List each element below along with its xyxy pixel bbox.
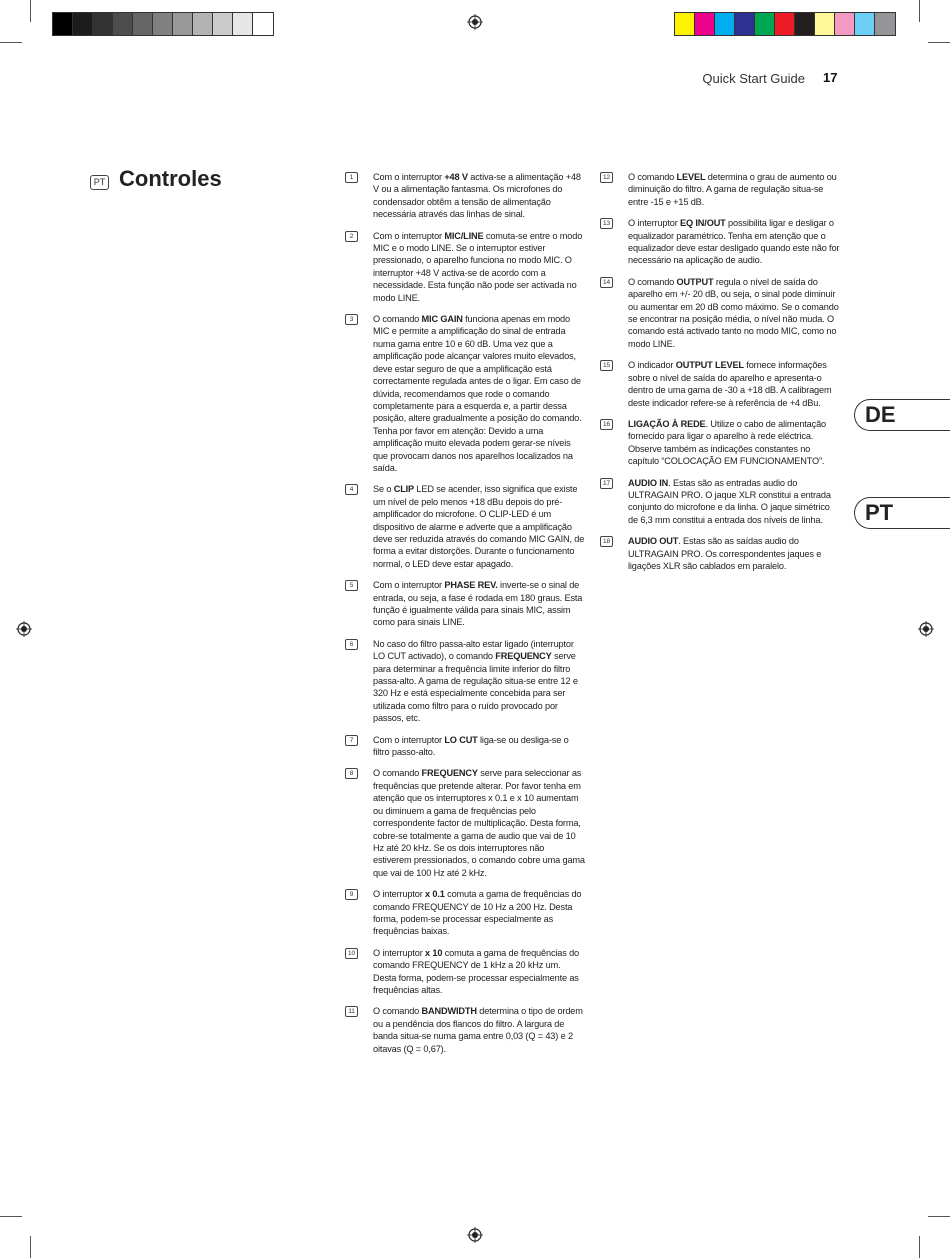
- item-text-pre: O comando: [628, 172, 677, 182]
- item-number-badge: 12: [600, 172, 613, 183]
- color-swatch: [133, 13, 153, 35]
- item-text-pre: Com o interruptor: [373, 580, 445, 591]
- item-text-post: serve para seleccionar as frequências que pretende alterar. Por favor tenha em atenção que os interruptores x 0.1 e x 10 aumentam ou diminuem a gama de frequências pelo correspondente factor de multiplicação. Desta forma, cobre-se totalmente a gama de audio que vai de 10 Hz até 20 kHz. Se os dois interruptores não estiverem pressionados, o comando cobre uma gama que vai de 100 Hz até 2 kHz.: [373, 768, 585, 878]
- control-description-item: [345, 734, 585, 759]
- item-control-name: AUDIO IN: [628, 477, 669, 488]
- color-swatch: [775, 13, 795, 35]
- item-control-name: x 10: [425, 947, 443, 958]
- crop-mark: [0, 42, 22, 43]
- color-swatch: [73, 13, 93, 35]
- color-swatch: [53, 13, 73, 35]
- registration-mark-icon: [467, 1227, 483, 1243]
- item-number-badge: 4: [345, 484, 358, 495]
- control-description-item: [345, 888, 585, 938]
- language-tag: PT: [90, 175, 109, 190]
- item-number-badge: 17: [600, 478, 613, 489]
- item-text-post: comuta a gama de frequências do comando FREQUENCY de 10 Hz a 200 Hz. Desta forma, podem-se processar especialmente as frequências baixas.: [373, 889, 582, 937]
- color-swatch: [675, 13, 695, 35]
- control-description-item: [600, 171, 840, 208]
- item-number-badge: 1: [345, 172, 358, 183]
- color-swatch: [193, 13, 213, 35]
- color-swatch: [253, 13, 273, 35]
- color-swatch: [233, 13, 253, 35]
- page-number: 17: [823, 70, 838, 85]
- item-number-badge: 5: [345, 580, 358, 591]
- item-text-post: LED se acender, isso significa que existe um nível de pelo menos +18 dBu depois do pré-amplificador do microfone. O CLIP-LED é um dispositivo de alarme e adverte que a amplificação deve ser reduzida através do comando MIC GAIN, de forma a evitar distorções. Durante o funcionamento normal, o LED deve estar apagado.: [373, 484, 585, 569]
- color-swatch: [153, 13, 173, 35]
- item-text-pre: O interruptor: [373, 947, 426, 958]
- gray-color-bar: [52, 12, 274, 36]
- color-swatch: [113, 13, 133, 35]
- item-text-post: activa-se a alimentação +48 V ou a alimentação fantasma. Os microfones do condensador obtêm a tensão de alimentação necessária através das linhas de sinal.: [373, 172, 581, 220]
- item-text-pre: Se o: [373, 484, 394, 495]
- color-swatch: [735, 13, 755, 35]
- color-swatch: [755, 13, 775, 35]
- item-control-name: EQ IN/OUT: [680, 218, 726, 229]
- item-text-pre: O comando: [373, 1006, 422, 1017]
- item-control-name: CLIP: [393, 484, 415, 495]
- language-tab-de[interactable]: DE: [854, 399, 950, 431]
- item-control-name: AUDIO OUT: [628, 536, 679, 547]
- item-text-post: fornece informações sobre o nível de saída do aparelho e apresenta-o dentro de uma gama de -30 a +18 dB. A calibragem deste indicador refere-se à referência de +4 dBu.: [628, 360, 832, 408]
- crop-mark: [30, 0, 31, 22]
- control-description-item: [600, 418, 840, 468]
- item-control-name: BANDWIDTH: [421, 1006, 477, 1017]
- item-control-name: +48 V: [444, 172, 468, 182]
- item-text-post: comuta-se entre o modo MIC e o modo LINE. Se o interruptor estiver pressionado, o aparelho funciona no modo MIC. O interruptor +48 V activa-se de acordo com a necessidade. Esta função não pode ser activada no modo LINE.: [373, 230, 583, 303]
- item-number-badge: 10: [345, 948, 358, 959]
- item-number-badge: 15: [600, 360, 613, 371]
- item-text-post: determina o tipo de ordem ou a pendência dos flancos do filtro. A largura de banda situa-se numa gama entre 0,03 (Q = 43) e 2 oitavas (Q = 0,67).: [373, 1006, 583, 1054]
- item-text-post: possibilita ligar e desligar o equalizador paramétrico. Tenha em atenção que o equalizador deve estar desligado quando este não for necessário na aplicação de audio.: [628, 218, 840, 266]
- item-text-post: comuta a gama de frequências do comando FREQUENCY de 1 kHz a 20 kHz um. Desta forma, podem-se processar especialmente as frequências altas.: [373, 947, 580, 995]
- crop-mark: [919, 1236, 920, 1258]
- item-text-pre: Com o interruptor: [373, 734, 445, 745]
- item-text-post: inverte-se o sinal de entrada, ou seja, a fase é rodada em 180 graus. Esta função é igualmente válida para sinais MIC, assim como para sinais LINE.: [373, 580, 583, 628]
- item-text-pre: O interruptor: [628, 218, 681, 229]
- header-guide-title: Quick Start Guide: [702, 71, 805, 86]
- item-number-badge: 3: [345, 314, 358, 325]
- item-text-post: determina o grau de aumento ou diminuição do filtro. A gama de regulação situa-se entre -15 e +15 dB.: [628, 172, 837, 207]
- control-description-item: [345, 638, 585, 725]
- item-control-name: x 0.1: [425, 889, 445, 900]
- crop-mark: [928, 1216, 950, 1217]
- item-text-pre: No caso do filtro passa-alto estar ligado (interruptor LO CUT activado), o comando: [373, 638, 574, 662]
- item-number-badge: 2: [345, 231, 358, 242]
- item-number-badge: 14: [600, 277, 613, 288]
- item-text-post: regula o nível de saída do aparelho em +/- 20 dB, ou seja, o sinal pode diminuir ou aumentar em 20 dB como máximo. Se o comando se encontrar na posição média, o nível não muda. O comando está activado tanto no modo MIC, como no modo LINE.: [628, 276, 839, 349]
- color-swatch: [795, 13, 815, 35]
- control-description-item: [345, 313, 585, 474]
- color-swatch: [815, 13, 835, 35]
- control-description-item: [345, 171, 585, 221]
- language-tab-pt[interactable]: PT: [854, 497, 950, 529]
- crop-mark: [0, 1216, 22, 1217]
- item-control-name: OUTPUT: [676, 276, 714, 287]
- item-number-badge: 8: [345, 768, 358, 779]
- item-number-badge: 13: [600, 218, 613, 229]
- item-control-name: OUTPUT LEVEL: [675, 360, 744, 371]
- color-swatch: [93, 13, 113, 35]
- item-text-pre: O indicador: [628, 360, 676, 371]
- item-control-name: MIC/LINE: [444, 230, 484, 241]
- item-control-name: LIGAÇÃO À REDE: [628, 418, 706, 429]
- page-title: Controles: [119, 166, 222, 191]
- item-text-post: . Estas são as saídas audio do ULTRAGAIN PRO. Os correspondentes jaques e ligações XLR são cablados em paralelo.: [628, 536, 822, 571]
- control-description-item: [600, 359, 840, 409]
- color-swatch: [695, 13, 715, 35]
- item-text-post: serve para determinar a frequência limite inferior do filtro passa-alto. A gama de regulação situa-se entre 12 e 320 Hz e está especialmente concebida para ser utilizada como filtro para o ruído provocado por passos, etc.: [373, 651, 578, 724]
- item-text-pre: O comando: [373, 768, 422, 779]
- control-description-item: [345, 230, 585, 304]
- control-description-item: [600, 217, 840, 267]
- text-column-left: [345, 171, 585, 1064]
- item-text-pre: O comando: [628, 276, 677, 287]
- item-number-badge: 7: [345, 735, 358, 746]
- crop-mark: [919, 0, 920, 22]
- color-swatch: [835, 13, 855, 35]
- control-description-item: [600, 276, 840, 350]
- item-text-post: . Utilize o cabo de alimentação fornecido para ligar o aparelho à rede eléctrica. Observe também as indicações constantes no capítulo “COLOCAÇÃO EM FUNCIONAMENTO”.: [628, 418, 827, 467]
- color-swatch: [173, 13, 193, 35]
- item-text-pre: O comando: [373, 314, 422, 325]
- item-number-badge: 18: [600, 536, 613, 547]
- control-description-item: [600, 535, 840, 572]
- process-color-bar: [674, 12, 896, 36]
- item-control-name: FREQUENCY: [421, 768, 478, 779]
- item-number-badge: 16: [600, 419, 613, 430]
- control-description-item: [345, 947, 585, 997]
- control-description-item: [345, 483, 585, 570]
- item-text-pre: Com o interruptor: [373, 172, 445, 182]
- color-swatch: [855, 13, 875, 35]
- item-control-name: LO CUT: [444, 734, 478, 745]
- item-text-post: . Estas são as entradas audio do ULTRAGAIN PRO. O jaque XLR constitui a entrada conjunto do microfone e da linha. O jaque simétrico de 6,3 mm constitui a entrada dos níveis de linha.: [628, 477, 831, 525]
- color-swatch: [875, 13, 895, 35]
- control-description-item: [600, 477, 840, 527]
- text-column-right: [600, 171, 840, 581]
- control-description-item: [345, 1005, 585, 1055]
- item-number-badge: 9: [345, 889, 358, 900]
- item-text-post: liga-se ou desliga-se o filtro passo-alto.: [373, 734, 569, 758]
- control-description-item: [345, 767, 585, 879]
- item-control-name: LEVEL: [676, 172, 706, 182]
- item-text-pre: O interruptor: [373, 889, 426, 900]
- item-number-badge: 11: [345, 1006, 358, 1017]
- registration-mark-icon: [467, 14, 483, 30]
- color-swatch: [715, 13, 735, 35]
- item-control-name: MIC GAIN: [421, 314, 463, 325]
- registration-mark-icon: [16, 621, 32, 637]
- registration-mark-icon: [918, 621, 934, 637]
- control-description-item: [345, 579, 585, 629]
- item-control-name: FREQUENCY: [495, 651, 552, 662]
- crop-mark: [928, 42, 950, 43]
- item-text-post: funciona apenas em modo MIC e permite a amplificação do sinal de entrada numa gama entre 10 e 60 dB. Uma vez que a amplificação pode alcançar valores muito elevados, deve estar seguro de que a amplificação está correctamente regulada antes de o ligar. Em caso de dúvida, recomendamos que rode o comando completamente para a esquerda e, a partir dessa posição, altere gradualmente a posição do comando. Tenha por favor em atenção: Devido a uma amplificação muito elevada podem gerar-se níveis que provocam danos nos aparelhos localizados na saída.: [373, 314, 582, 473]
- crop-mark: [30, 1236, 31, 1258]
- color-swatch: [213, 13, 233, 35]
- item-number-badge: 6: [345, 639, 358, 650]
- item-text-pre: Com o interruptor: [373, 230, 445, 241]
- item-control-name: PHASE REV.: [444, 580, 498, 591]
